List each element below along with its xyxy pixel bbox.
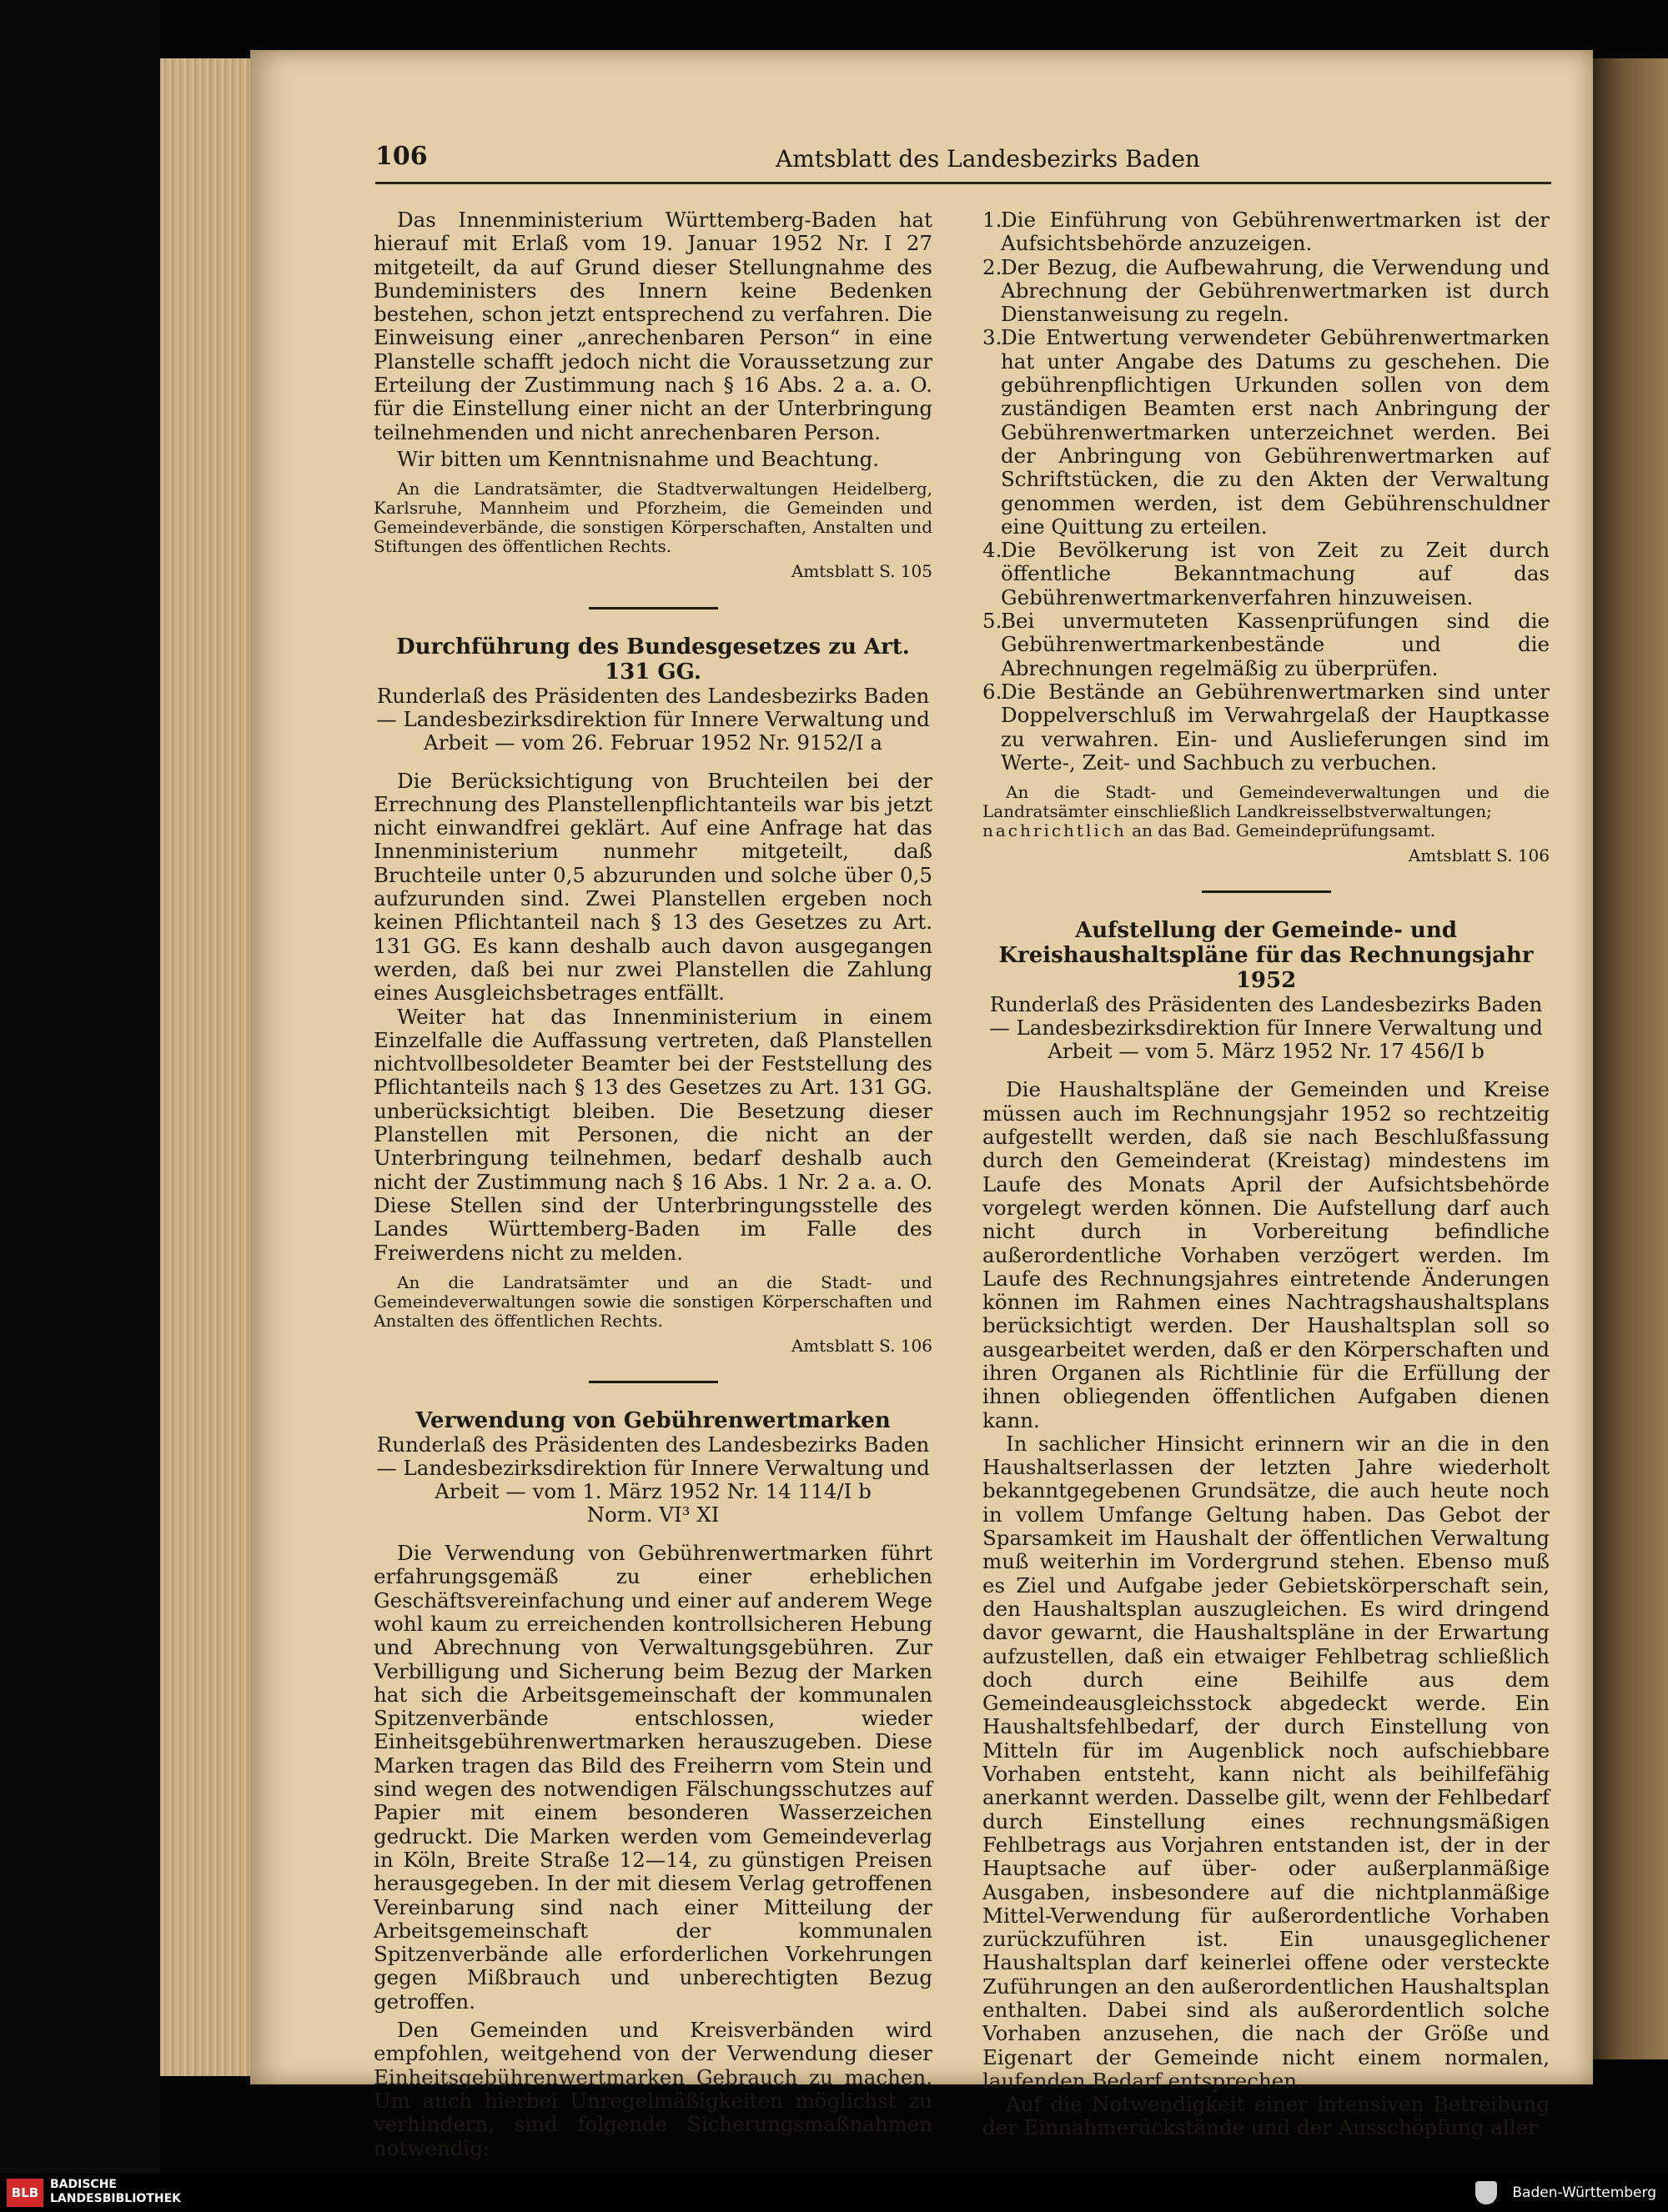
intro-paragraph: Das Innenministerium Württemberg-Baden hat hierauf mit Erlaß vom 19. Januar 1952 Nr. I 27 mitgeteilt, da auf Grund dieser Stellungnahme des Bundeministers des Innern keine Bedenken bestehen, schon jetzt entsprechend zu verfahren. Die Einweisung einer „anrechenbaren Person“ in eine Planstelle schafft jedoch nicht die Voraussetzung zur Erteilung der Zustimmung nach § 16 Abs. 2 a. a. O. für die Einstellung einer nicht an der Unterbringung teilnehmenden und nicht anrechenbaren Person.	[374, 208, 932, 444]
library-name: BADISCHE LANDESBIBLIOTHEK	[50, 2178, 182, 2205]
list-item: 4. Die Bevölkerung ist von Zeit zu Zeit durch öffentliche Bekanntmachung auf das Gebührenwertmarkenverfahren hinzuweisen.	[982, 538, 1550, 609]
haushalt-paragraph-2: In sachlicher Hinsicht erinnern wir an die in den Haushaltserlassen der letzten Jahre wiederholt bekanntgegebenen Grundsätze, die auch heute noch in vollem Umfange Geltung haben. Das Gebot der Sparsamkeit im Haushalt der öffentlichen Verwaltung muß weiterhin im Vordergrund stehen. Ebenso muß es Ziel und Aufgabe jeder Gebietskörperschaft sein, den Haushaltsplan auszugleichen. Es wird dringend davor gewarnt, die Haushaltspläne in der Erwartung aufzustellen, daß ein etwaiger Fehlbetrag schließlich doch durch eine Beihilfe aus dem Gemeindeausgleichsstock abgedeckt werde. Ein Haushaltsfehlbedarf, der durch Einstellung von Mitteln für im Augenblick noch aufschiebbare Vorhaben entsteht, kann nicht als beihilfefähig anerkannt werden. Dasselbe gilt, wenn der Fehlbedarf durch Einstellung eines rechnungsmäßigen Fehlbetrags aus Vorjahren entstanden ist, der in der Hauptsache auf über- oder außerplanmäßige Ausgaben, insbesondere auf die nichtplanmäßige Mittel-Verwendung für außerordentliche Vorhaben zurückzuführen ist. Ein unausgeglichener Haushaltsplan darf keinerlei offene oder versteckte Zuführungen an den außerordentlichen Haushaltsplan enthalten. Dabei sind als außerordentlich solche Vorhaben anzusehen, die nach der Größe und Eigenart der Gemeinde nicht einem normalen, laufenden Bedarf entsprechen.	[982, 1431, 1550, 2093]
blb-logo: BLB	[7, 2179, 43, 2207]
section-title-gebuehren: Verwendung von Gebührenwertmarken	[415, 1408, 891, 1434]
page-number: 106	[375, 142, 428, 171]
gebuehren-paragraph-2: Den Gemeinden und Kreisverbänden wird empfohlen, weitgehend von der Verwendung dieser Einheitsgebührenwertmarken Gebrauch zu machen. Um auch hierbei Unregelmäßigkeiten möglichst zu verhindern, sind folgende Sicherungsmaßnahmen notwendig:	[374, 2018, 932, 2160]
list-item: 2. Der Bezug, die Aufbewahrung, die Verwendung und Abrechnung der Gebührenwertmarken ist durch Dienstanweisung zu regeln.	[982, 254, 1550, 327]
state-name: Baden-Württemberg	[1512, 2184, 1656, 2201]
section-norm: Norm. VI³ XI	[586, 1502, 720, 1527]
list-item: 6. Die Bestände an Gebührenwertmarken sind unter Doppelverschluß im Verwahrgelaß der Hauptkasse zu verwahren. Ein- und Auslieferungen sind im Werte-, Zeit- und Sachbuch zu verbuchen.	[982, 679, 1550, 775]
section-subtitle-gebuehren: Runderlaß des Präsidenten des Landesbezirks Baden — Landesbezirksdirektion für Innere Verwaltung und Arbeit — vom 1. März 1952 Nr. 14 114/I b	[376, 1432, 930, 1504]
running-title: Amtsblatt des Landesbezirks Baden	[776, 145, 1200, 173]
intro-addressees: An die Landratsämter, die Stadtverwaltungen Heidelberg, Karlsruhe, Mannheim und Pforzheim, die Gemeinden und Gemeindeverbände, die sonstigen Körperschaften, Anstalten und Stiftungen des öffentlichen Rechts.	[374, 479, 932, 557]
section-separator	[589, 1381, 718, 1383]
viewer-footer	[0, 2174, 1668, 2212]
section-separator	[1202, 890, 1331, 893]
section-subtitle-art131: Runderlaß des Präsidenten des Landesbezirks Baden — Landesbezirksdirektion für Innere Verwaltung und Arbeit — vom 26. Februar 1952 Nr. 9152/I a	[376, 683, 930, 755]
section-title-haushalt-1: Aufstellung der Gemeinde- und	[1075, 918, 1457, 944]
book-gutter	[1589, 58, 1668, 2059]
list-reference: Amtsblatt S. 106	[1408, 845, 1550, 866]
header-rule	[375, 182, 1551, 184]
list-item: 5. Bei unvermuteten Kassenprüfungen sind die Gebührenwertmarkenbestände und die Abrechnungen regelmäßig zu überprüfen.	[982, 609, 1550, 680]
list-item: 3. Die Entwertung verwendeter Gebührenwertmarken hat unter Angabe des Datums zu geschehen. Die gebührenpflichtigen Urkunden sollen von dem zuständigen Beamten erst nach Anbringung der Gebührenwertmarken unterzeichnet werden. Bei der Anbringung von Gebührenwertmarken auf Schriftstücken, die zu den Akten der Verwaltung genommen werden, ist dem Gebührenschuldner eine Quittung zu erteilen.	[982, 325, 1550, 539]
intro-request: Wir bitten um Kenntnisnahme und Beachtung.	[397, 446, 880, 471]
art131-paragraph-2: Weiter hat das Innenministerium in einem Einzelfalle die Auffassung vertreten, daß Planstellen nichtvollbesoldeter Beamter bei der Feststellung des Pflichtanteils nach § 13 des Gesetzes zu Art. 131 GG. unberücksichtigt bleiben. Die Besetzung dieser Planstellen mit Personen, die nicht an der Unterbringung teilnehmen, bedarf deshalb auch nicht der Zustimmung nach § 16 Abs. 1 Nr. 2 a. a. O. Diese Stellen sind der Unterbringungsstelle des Landes Württemberg-Baden im Falle des Freiwerdens nicht zu melden.	[374, 1004, 932, 1265]
list-item: 1. Die Einführung von Gebührenwertmarken ist der Aufsichtsbehörde anzuzeigen.	[982, 208, 1550, 256]
intro-reference: Amtsblatt S. 105	[791, 561, 932, 582]
book-cover-left	[0, 0, 160, 2212]
art131-reference: Amtsblatt S. 106	[791, 1335, 932, 1356]
page-edges	[160, 58, 256, 2076]
section-title-art131: Durchführung des Bundesgesetzes zu Art. 131 GG.	[396, 634, 910, 685]
page-header	[375, 142, 1551, 175]
state-coat-of-arms-icon	[1475, 2181, 1497, 2204]
haushalt-paragraph-1: Die Haushaltspläne der Gemeinden und Kreise müssen auch im Rechnungsjahr 1952 so rechtzeitig aufgestellt werden, daß sie nach Beschlußfassung durch den Gemeinderat (Kreistag) mindestens im Laufe des Monats April der Aufsichtsbehörde vorgelegt werden können. Die Aufstellung darf auch nicht durch in Vorbereitung befindliche außerordentliche Vorhaben verzögert werden. Im Laufe des Rechnungsjahres eintretende Änderungen können im Rahmen eines Nachtragshaushaltsplans berücksichtigt werden. Der Haushaltsplan soll so ausgearbeitet werden, daß er den Körperschaften und ihren Organen als Richtlinie für die Erfüllung der ihnen obliegenden öffentlichen Aufgaben dienen kann.	[982, 1077, 1550, 1432]
section-separator	[589, 607, 718, 609]
section-title-haushalt-2: Kreishaushaltspläne für das Rechnungsjahr 1952	[998, 943, 1534, 994]
art131-paragraph-1: Die Berücksichtigung von Bruchteilen bei der Errechnung des Planstellenpflichtanteils war bis jetzt nicht einwandfrei geklärt. Auf eine Anfrage hat das Innenministerium nunmehr mitgeteilt, daß Bruchteile unter 0,5 abzurunden und solche über 0,5 aufzurunden sind. Zwei Planstellen ergeben noch keinen Pflichtanteil nach § 13 des Gesetzes zu Art. 131 GG. Es kann deshalb auch davon ausgegangen werden, daß bei nur zwei Planstellen die Zahlung eines Ausgleichsbetrages entfällt.	[374, 768, 932, 1006]
list-addressees-secondary: nachrichtlich an das Bad. Gemeindeprüfungsamt.	[982, 820, 1436, 841]
right-column	[982, 208, 1550, 2140]
art131-addressees: An die Landratsämter und an die Stadt- und Gemeindeverwaltungen sowie die sonstigen Körperschaften und Anstalten des öffentlichen Rechts.	[374, 1272, 932, 1331]
section-subtitle-haushalt: Runderlaß des Präsidenten des Landesbezirks Baden — Landesbezirksdirektion für Innere Verwaltung und Arbeit — vom 5. März 1952 Nr. 17 456/I b	[989, 992, 1543, 1064]
document-page	[250, 50, 1593, 2160]
gebuehren-paragraph-1: Die Verwendung von Gebührenwertmarken führt erfahrungsgemäß zu einer erheblichen Geschäftsvereinfachung und einer auf anderem Wege wohl kaum zu erreichenden kontrollsicheren Hebung und Abrechnung von Verwaltungsgebühren. Zur Verbilligung und Sicherung beim Bezug der Marken hat sich die Arbeitsgemeinschaft der kommunalen Spitzenverbände entschlossen, wieder Einheitsgebührenwertmarken herauszugeben. Diese Marken tragen das Bild des Freiherrn vom Stein und sind wegen des notwendigen Fälschungsschutzes auf Papier mit einem besonderen Wasserzeichen gedruckt. Die Marken werden vom Gemeindeverlag in Köln, Breite Straße 12—14, zu günstigen Preisen herausgegeben. In der mit diesem Verlag getroffenen Vereinbarung sind nach einer Mitteilung der Arbeitsgemeinschaft der kommunalen Spitzenverbände alle erforderlichen Vorkehrungen gegen Mißbrauch und unberechtigten Bezug getroffen.	[374, 1541, 932, 2014]
haushalt-paragraph-3: Auf die Notwendigkeit einer intensiven Betreibung der Einnahmerückstände und der Ausschöpfung aller	[982, 2092, 1550, 2140]
left-column	[374, 208, 932, 2160]
list-addressees: An die Stadt- und Gemeindeverwaltungen und die Landratsämter einschließlich Landkreisselbstverwaltungen;	[982, 782, 1550, 822]
